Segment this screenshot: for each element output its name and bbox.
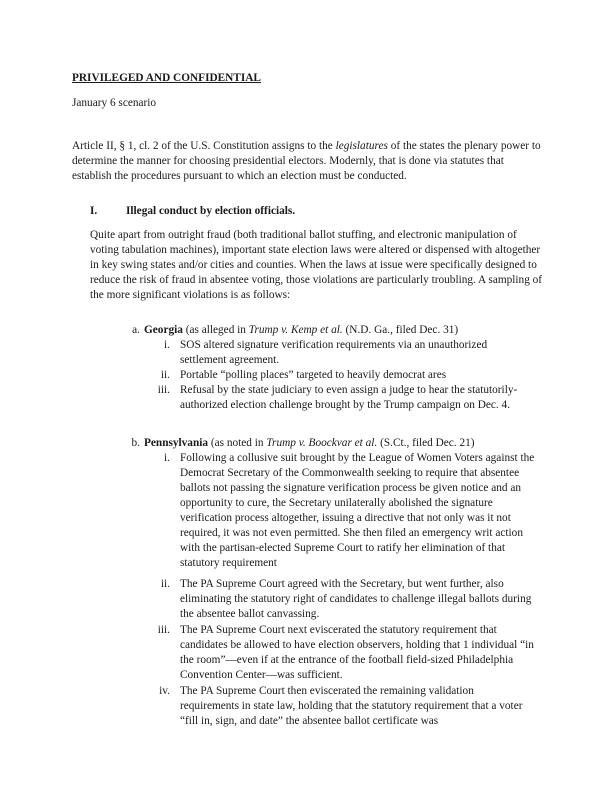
state-note-post: (S.Ct., filed Dec. 21) — [377, 437, 475, 449]
confidentiality-header: PRIVILEGED AND CONFIDENTIAL — [72, 72, 261, 84]
list-marker-b: b. — [131, 437, 140, 449]
list-item-georgia — [144, 323, 458, 338]
sublist-marker: i. — [164, 339, 170, 351]
sublist-marker: iii. — [157, 384, 170, 396]
intro-emphasis: legislatures — [335, 140, 388, 152]
intro-text-pre: Article II, § 1, cl. 2 of the U.S. Constitution assigns to the — [72, 140, 336, 152]
case-name: Trump v. Boockvar et al. — [266, 437, 378, 449]
sublist-item: Portable “polling places” targeted to heavily democrat ares — [180, 369, 447, 381]
state-name: Georgia — [144, 324, 183, 336]
sublist-marker: ii. — [160, 369, 170, 381]
document-subtitle: January 6 scenario — [72, 97, 157, 109]
sublist-item: The PA Supreme Court agreed with the Secretary, but went further, also eliminating the statutory right of candidates to challenge illegal ballots during the absentee ballot canvassing. — [180, 578, 532, 620]
state-note-pre: (as noted in — [208, 437, 267, 449]
sublist-item: The PA Supreme Court then eviscerated the remaining validation requirements in state law, holding that the statutory requirement that a voter “fill in, sign, and date” the absentee ballot certificate was — [180, 685, 523, 727]
state-name: Pennsylvania — [144, 437, 209, 449]
section-intro-paragraph: Quite apart from outright fraud (both traditional ballot stuffing, and electronic manipulation of voting tabulation machines), important state election laws were altered or dispensed with altogether in key swing states and/or cities and counties. When the laws at issue were specifically designed to reduce the risk of fraud in absentee voting, those violations are particularly troubling. A sampling of the more significant violations is as follows: — [90, 229, 543, 301]
state-note-post: (N.D. Ga., filed Dec. 31) — [342, 324, 459, 336]
sublist-marker: ii. — [160, 578, 170, 590]
sublist-item: Following a collusive suit brought by the League of Women Voters against the Democrat Secretary of the Commonwealth seeking to require that absentee ballots not passing the signature verification process be given notice and an opportunity to cure, the Secretary unilaterally abolished the signature verification process altogether, issuing a directive that not only was it not required, it was not even permitted. She then filed an emergency writ action with the partisan-elected Supreme Court to ratify her elimination of that statutory requirement — [180, 452, 535, 569]
sublist-item: SOS altered signature verification requirements via an unauthorized settlement agreement. — [180, 339, 488, 366]
section-title: Illegal conduct by election officials. — [126, 205, 296, 217]
list-marker-a: a. — [132, 324, 140, 336]
sublist-item: The PA Supreme Court next eviscerated the statutory requirement that candidates be allowed to have election observers, holding that 1 individual “in the room”—even if at the entrance of the football field-sized Philadelphia Convention Center—was sufficient. — [180, 624, 534, 681]
intro-paragraph — [72, 139, 544, 184]
state-note-pre: (as alleged in — [182, 324, 249, 336]
section-number: I. — [90, 205, 98, 217]
list-item-pennsylvania — [144, 436, 475, 451]
sublist-marker: iv. — [159, 685, 170, 697]
sublist-marker: iii. — [157, 624, 170, 636]
sublist-marker: i. — [164, 452, 170, 464]
sublist-item: Refusal by the state judiciary to even assign a judge to hear the statutorily-authorized election challenge brought by the Trump campaign on Dec. 4. — [180, 384, 518, 411]
intro-text-post: of the states the plenary power to determine the manner for choosing presidential electors. Modernly, that is done via statutes that establish the procedures pursuant to which an election must be conducted. — [72, 140, 541, 182]
case-name: Trump v. Kemp et al. — [248, 324, 343, 336]
